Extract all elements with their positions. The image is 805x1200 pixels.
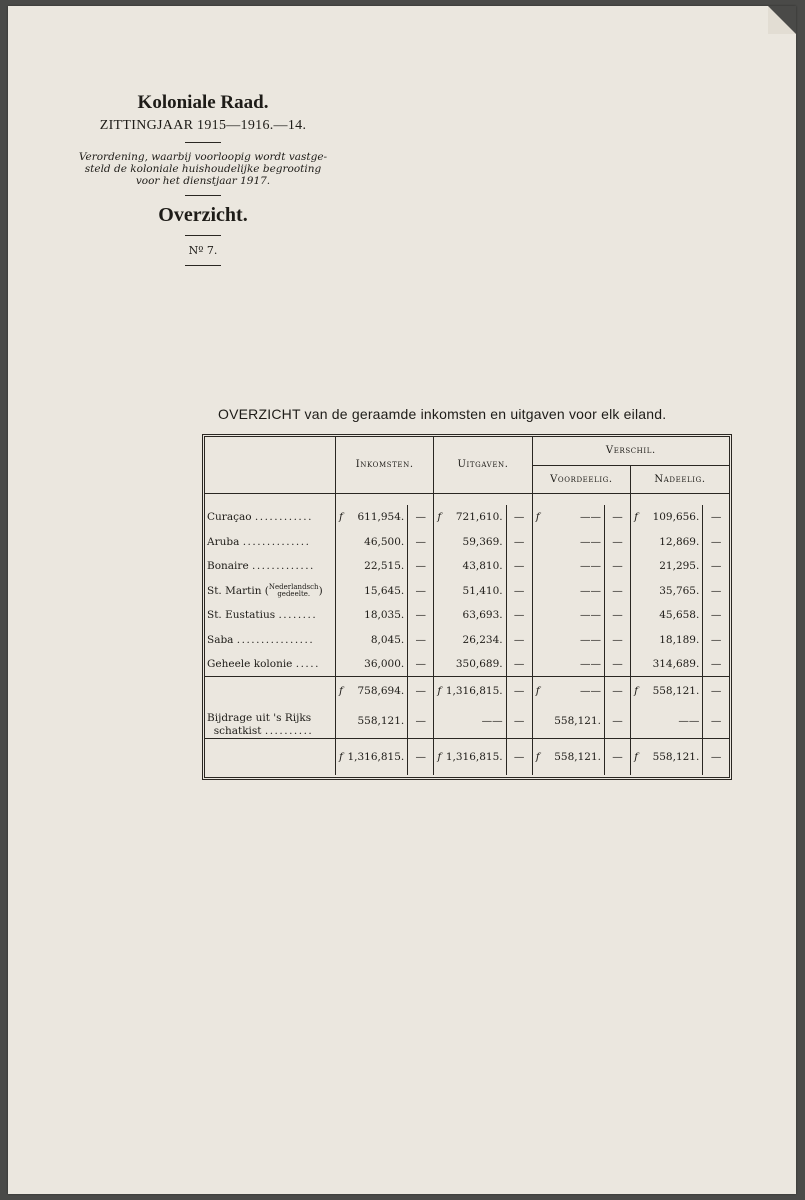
cents-dash: — xyxy=(703,505,729,530)
amount: 15,645. xyxy=(364,584,405,597)
guilder-sign: f xyxy=(535,511,540,524)
table-row: Aruba .............. 46,500. — 59,369. — —— — 12,869. — xyxy=(205,530,729,555)
amount: —— xyxy=(579,609,601,622)
header-nadeelig: Nadeelig. xyxy=(631,465,729,493)
amount: 59,369. xyxy=(462,535,503,548)
cents-dash: — xyxy=(604,603,630,628)
island-name: Aruba xyxy=(207,535,240,548)
amount: —— xyxy=(678,715,700,728)
cents-dash: — xyxy=(506,603,532,628)
amount: 21,295. xyxy=(659,560,700,573)
subtotal-row xyxy=(205,677,729,705)
guilder-sign: f xyxy=(437,750,442,763)
amount: 51,410. xyxy=(462,584,503,597)
amount: 611,954. xyxy=(357,511,405,524)
amount: —— xyxy=(579,684,601,697)
amount: —— xyxy=(579,633,601,646)
guilder-sign: f xyxy=(338,511,343,524)
amount: 8,045. xyxy=(370,633,405,646)
amount: 22,515. xyxy=(364,560,405,573)
guilder-sign: f xyxy=(634,511,638,524)
cents-dash: — xyxy=(604,628,630,653)
cents-dash: — xyxy=(506,554,532,579)
amount: —— xyxy=(579,560,601,573)
cents-dash: — xyxy=(604,677,630,705)
header-verschil: Verschil. xyxy=(532,437,729,465)
cents-dash: — xyxy=(408,530,434,555)
guilder-sign: f xyxy=(535,684,540,697)
cents-dash: — xyxy=(604,505,630,530)
divider xyxy=(185,235,221,236)
island-name: Geheele kolonie xyxy=(207,658,293,670)
amount: 558,121. xyxy=(652,684,700,697)
cents-dash: — xyxy=(506,505,532,530)
cents-dash: — xyxy=(506,579,532,604)
amount: 558,121. xyxy=(357,715,405,728)
amount: 1,316,815. xyxy=(445,750,503,763)
amount: 46,500. xyxy=(364,535,405,548)
amount: 36,000. xyxy=(364,658,405,670)
cents-dash: — xyxy=(506,705,532,739)
council-name: Koloniale Raad. xyxy=(137,92,269,113)
session-year: ZITTINGJAAR 1915—1916.—14. xyxy=(99,118,307,133)
table-row: St. Martin (Nederlandsch gedeelte. ) 15,645. — 51,410. — —— — 35,765. — xyxy=(205,579,729,604)
budget-table xyxy=(202,434,732,780)
island-name: St. Eustatius xyxy=(207,609,276,622)
guilder-sign: f xyxy=(338,750,343,763)
amount: 558,121. xyxy=(554,715,601,728)
cents-dash: — xyxy=(604,705,630,739)
amount: 314,689. xyxy=(652,658,700,670)
table-row: Bonaire ............. 22,515. — 43,810. — —— — 21,295. — xyxy=(205,554,729,579)
cents-dash: — xyxy=(408,739,434,775)
cents-dash: — xyxy=(604,739,630,775)
amount: 63,693. xyxy=(462,609,503,622)
table-row: Saba ................ 8,045. — 26,234. — —— — 18,189. — xyxy=(205,628,729,653)
total-row xyxy=(205,739,729,775)
table-row: Geheele kolonie ..... 36,000. — 350,689. — —— — 314,689. — xyxy=(205,652,729,677)
amount: 18,035. xyxy=(364,609,405,622)
header-uitgaven: Uitgaven. xyxy=(434,437,532,493)
cents-dash: — xyxy=(506,652,532,677)
cents-dash: — xyxy=(506,739,532,775)
amount: 558,121. xyxy=(554,750,601,763)
amount: —— xyxy=(481,715,503,728)
bijdrage-row: Bijdrage uit 's Rijks schatkist .......... 558,121. — —— — 558,121. — —— — xyxy=(205,705,729,739)
amount: 18,189. xyxy=(659,633,700,646)
cents-dash: — xyxy=(408,603,434,628)
cents-dash: — xyxy=(703,628,729,653)
cents-dash: — xyxy=(408,505,434,530)
cents-dash: — xyxy=(408,677,434,705)
table-caption: OVERZICHT van de geraamde inkomsten en uitgaven voor elk eiland. xyxy=(218,406,667,422)
page-title: Overzicht. xyxy=(158,204,248,226)
cents-dash: — xyxy=(703,554,729,579)
cents-dash: — xyxy=(703,652,729,677)
amount: 558,121. xyxy=(652,750,700,763)
cents-dash: — xyxy=(408,579,434,604)
cents-dash: — xyxy=(703,603,729,628)
island-name: Bonaire xyxy=(207,560,249,573)
amount: —— xyxy=(579,658,601,670)
guilder-sign: f xyxy=(437,511,442,524)
amount: 350,689. xyxy=(455,658,503,670)
amount: 1,316,815. xyxy=(347,750,405,763)
document-page xyxy=(8,6,796,1194)
table-row: Curaçao ............ f 611,954. — f 721,610. — f —— — f 109,656. — xyxy=(205,505,729,530)
amount: 109,656. xyxy=(652,511,700,524)
ordinance-description: Verordening, waarbij voorloopig wordt vastge- steld de koloniale huishoudelijke begrooting voor het dienstjaar 1917. xyxy=(78,151,328,187)
divider xyxy=(185,265,221,266)
amount: 12,869. xyxy=(659,535,700,548)
cents-dash: — xyxy=(408,628,434,653)
cents-dash: — xyxy=(408,554,434,579)
cents-dash: — xyxy=(408,652,434,677)
cents-dash: — xyxy=(703,677,729,705)
island-name: Saba xyxy=(207,633,234,646)
cents-dash: — xyxy=(604,530,630,555)
amount: —— xyxy=(579,511,601,524)
divider xyxy=(185,195,221,196)
cents-dash: — xyxy=(604,554,630,579)
guilder-sign: f xyxy=(535,750,540,763)
header-inkomsten: Inkomsten. xyxy=(335,437,433,493)
amount: 35,765. xyxy=(659,584,700,597)
cents-dash: — xyxy=(604,652,630,677)
cents-dash: — xyxy=(604,579,630,604)
amount: —— xyxy=(579,535,601,548)
amount: 45,658. xyxy=(659,609,700,622)
table-row: St. Eustatius ........ 18,035. — 63,693. — —— — 45,658. — xyxy=(205,603,729,628)
amount: 758,694. xyxy=(357,684,405,697)
guilder-sign: f xyxy=(338,684,343,697)
island-name: St. Martin xyxy=(207,584,262,597)
guilder-sign: f xyxy=(634,684,638,697)
cents-dash: — xyxy=(506,628,532,653)
cents-dash: — xyxy=(703,579,729,604)
page-corner xyxy=(768,6,796,34)
cents-dash: — xyxy=(506,530,532,555)
amount: 43,810. xyxy=(462,560,503,573)
amount: —— xyxy=(579,584,601,597)
cents-dash: — xyxy=(703,530,729,555)
amount: 26,234. xyxy=(462,633,503,646)
document-number: Nº 7. xyxy=(188,244,218,257)
divider xyxy=(185,142,221,143)
amount: 721,610. xyxy=(455,511,503,524)
header-voordeelig: Voordeelig. xyxy=(532,465,630,493)
island-name: Curaçao xyxy=(207,511,252,524)
cents-dash: — xyxy=(703,739,729,775)
guilder-sign: f xyxy=(437,684,442,697)
cents-dash: — xyxy=(703,705,729,739)
cents-dash: — xyxy=(506,677,532,705)
guilder-sign: f xyxy=(634,750,638,763)
cents-dash: — xyxy=(408,705,434,739)
document-header xyxy=(68,92,338,274)
amount: 1,316,815. xyxy=(445,684,503,697)
